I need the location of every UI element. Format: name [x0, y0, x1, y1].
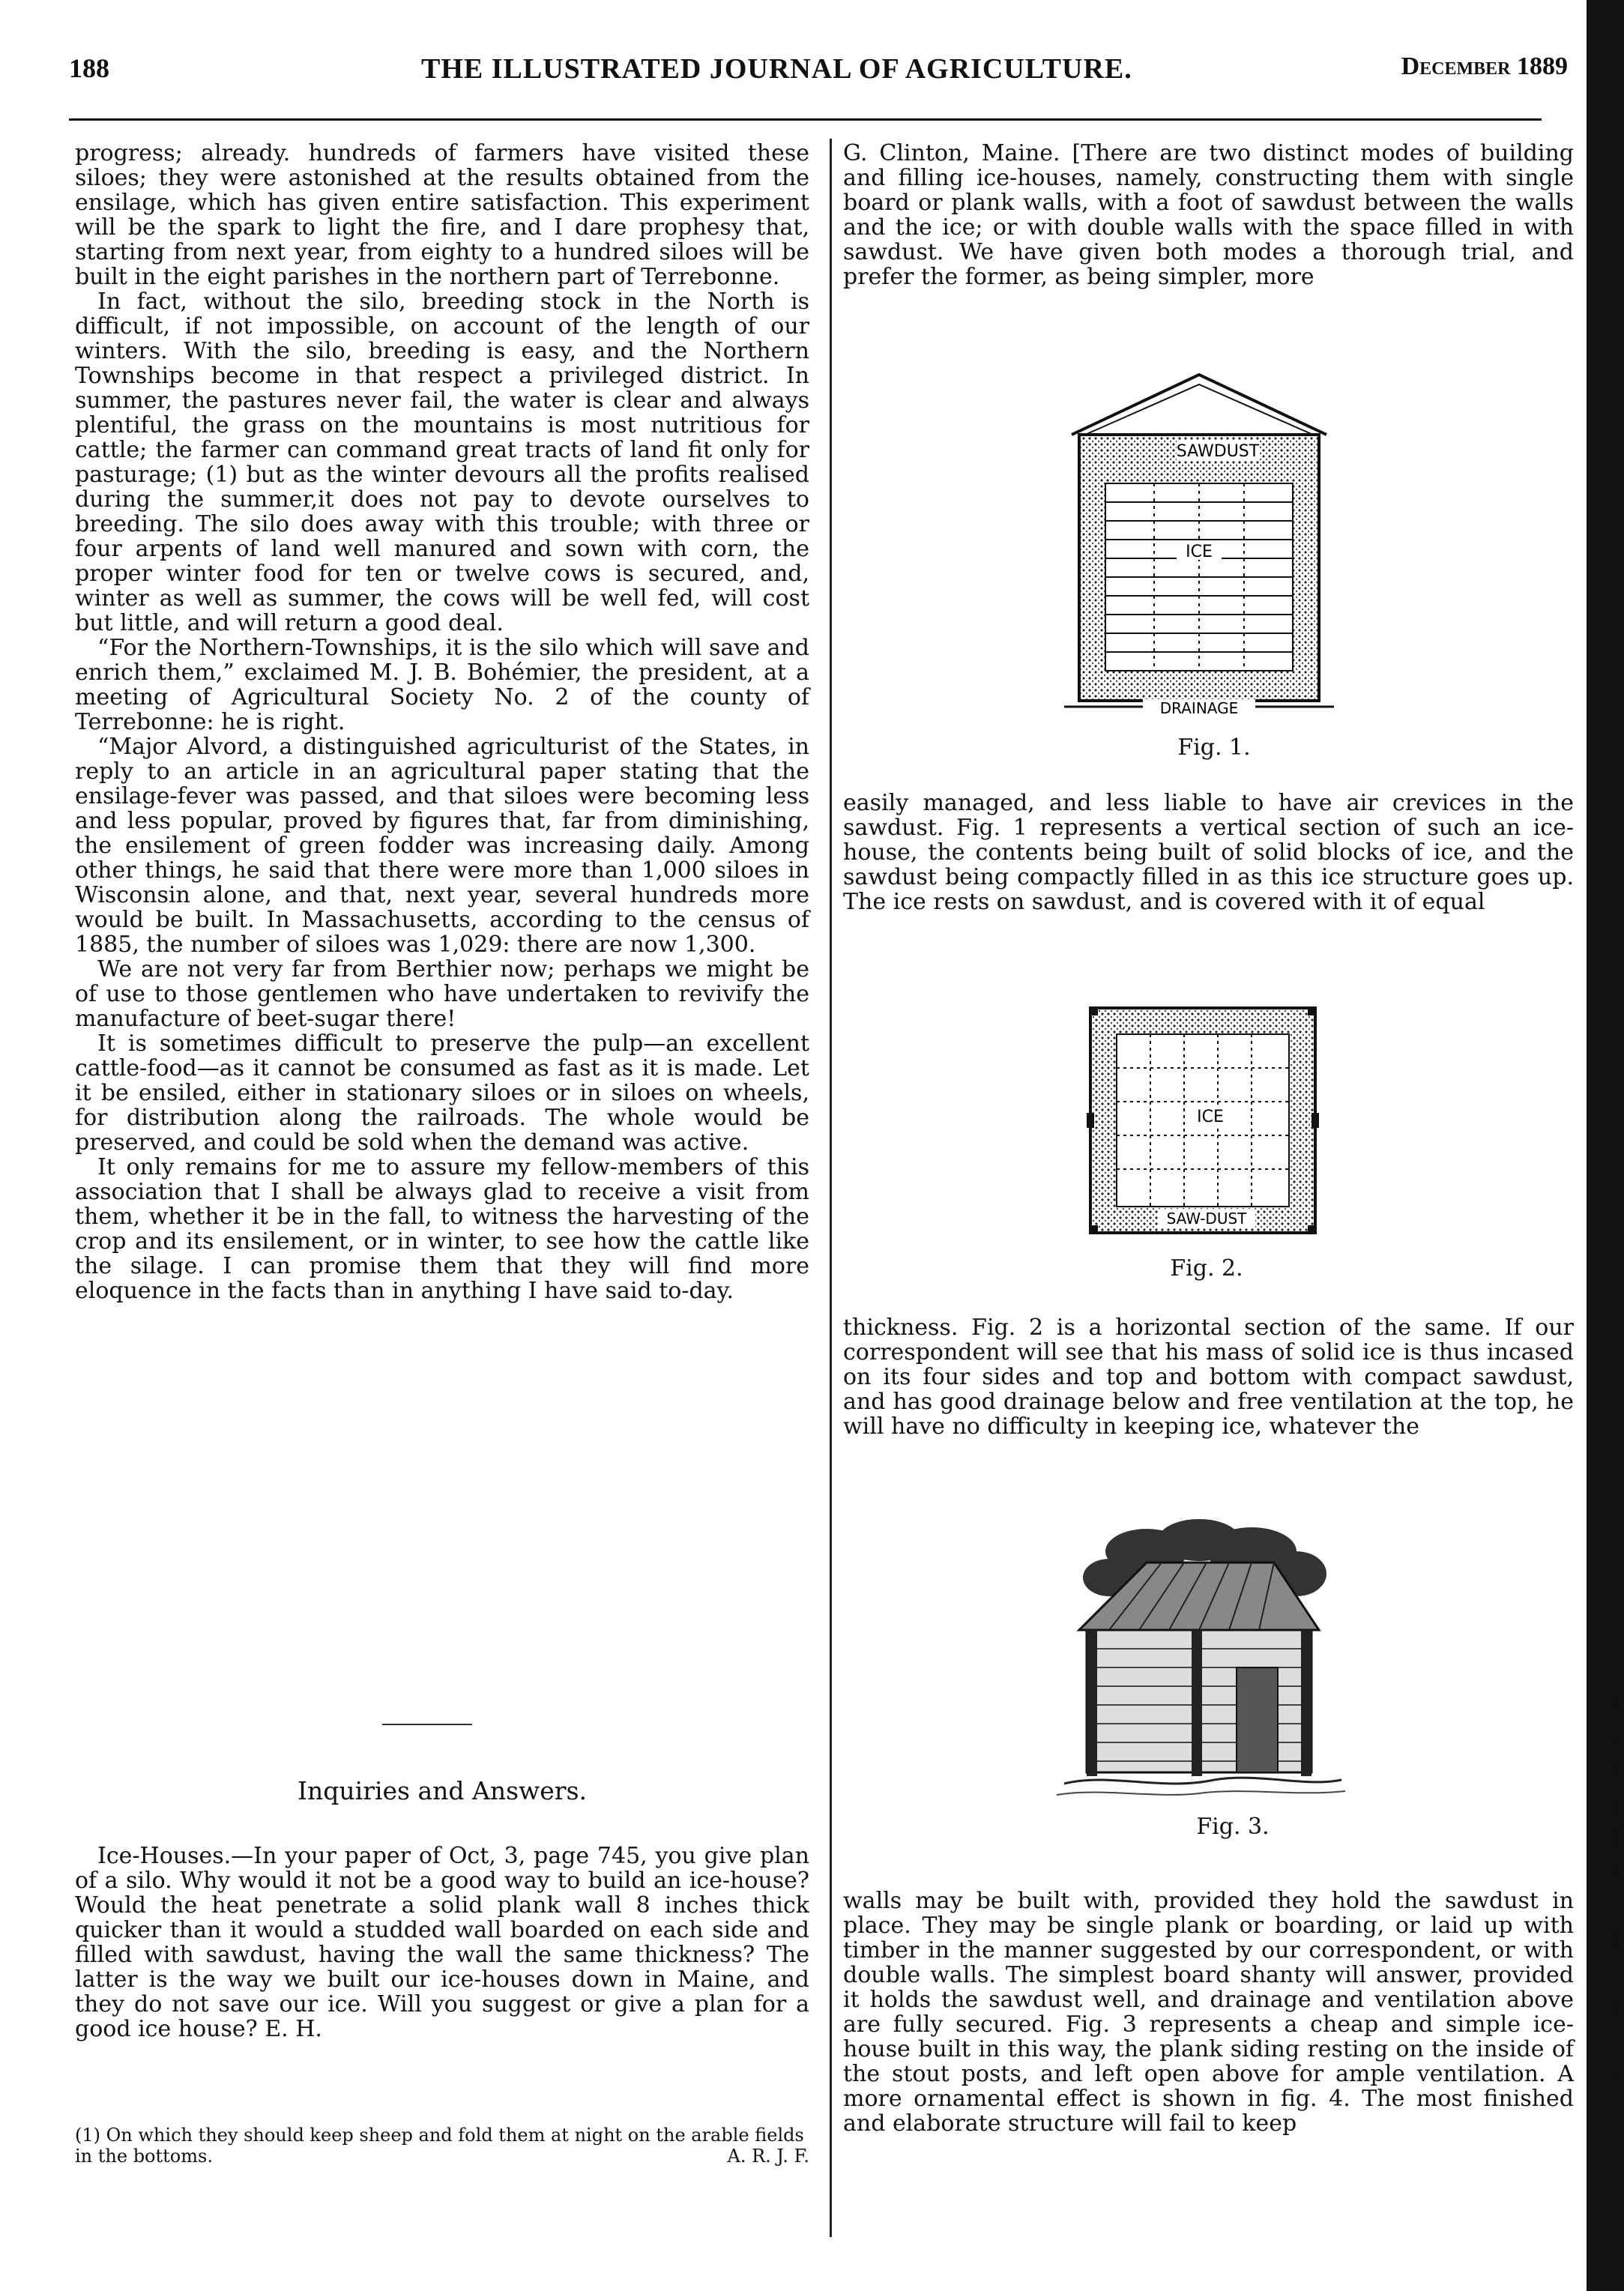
fig3-ice-house-illustration [1049, 1518, 1349, 1802]
answer-block-3 [843, 1315, 1574, 1439]
journal-title: THE ILLUSTRATED JOURNAL OF AGRICULTURE. [421, 53, 1132, 85]
left-column [75, 141, 809, 1303]
answer-text: easily managed, and less liable to have air crevices in the sawdust. Fig. 1 represents a vertical section of such an ice-house, the contents being built of solid blocks of ice, and the sawdust being compactly filled in as this ice structure goes up. The ice rests on sawdust, and is covered with it of equal [843, 790, 1574, 915]
answer-block-4 [843, 1889, 1574, 2136]
footnote-signature: A. R. J. F. [727, 2146, 809, 2167]
inquiry [75, 1844, 809, 2041]
paragraph: We are not very far from Berthier now; perhaps we might be of use to those gentlemen who have undertaken to revivify the manufacture of beet-sugar there! [75, 956, 809, 1032]
answer-text: thickness. Fig. 2 is a horizontal section of the same. If our correspondent will see that his mass of solid ice is thus incased on its four sides and top and bottom with compact sawdust, and has good drainage below and free ventilation at the top, he will have no difficulty in keeping ice, whatever the [843, 1314, 1574, 1440]
fig2-caption: Fig. 2. [1170, 1255, 1243, 1282]
footnote-text: (1) On which they should keep sheep and fold them at night on the arable fields in the bottoms. [75, 2125, 804, 2167]
section-title: Inquiries and Answers. [297, 1776, 588, 1805]
fig1-caption: Fig. 1. [1177, 734, 1251, 761]
fig1-ice-label: ICE [1186, 543, 1213, 561]
issue-date: December 1889 [1401, 52, 1568, 80]
paragraph: It is sometimes difficult to preserve the pulp—an excellent cattle-food—as it cannot be consumed as fast as it is made. Let it be ensiled, either in stationary siloes or in siloes on wheels, for distribution along the railroads. The whole would be preserved, and could be sold when the demand was active. [75, 1030, 809, 1156]
fig1-drainage-label: DRAINAGE [1159, 699, 1239, 716]
page-number: 188 [69, 53, 109, 83]
paragraph: It only remains for me to assure my fellow-members of this association that I shall be always glad to receive a visit from them, whether it be in the fall, to witness the harvesting of the crop and its ensilement, or in winter, to see how the cattle like the silage. I can promise them that they will find more eloquence in the facts than in anything I have said to-day. [75, 1154, 809, 1304]
answer-text: walls may be built with, provided they hold the sawdust in place. They may be single plank or boarding, or laid up with timber in the manner suggested by our correspondent, or with double walls. The simplest board shanty will answer, provided it holds the sawdust well, and drainage and ventilation above are fully secured. Fig. 3 represents a cheap and simple ice-house built in this way, the plank siding resting on the inside of the stout posts, and left open above for ample ventilation. A more ornamental effect is shown in fig. 4. The most finished and elaborate structure will fail to keep [843, 1888, 1574, 2137]
section-separator [382, 1724, 472, 1725]
footnote [75, 2125, 809, 2167]
paragraph: “Major Alvord, a distinguished agriculturist of the States, in reply to an article in an agricultural paper stating that the ensilage-fever was passed, and that siloes were becoming less and less popular, proved by figures that, far from diminishing, the ensilement of green fodder was increasing daily. Among other things, he said that there were more than 1,000 siloes in Wisconsin alone, and that, next year, several hundreds more would be built. In Massachusetts, according to the census of 1885, the number of siloes was 1,029: there are now 1,300. [75, 734, 809, 958]
fig2-horizontal-section [1083, 1000, 1323, 1240]
paragraph: In fact, without the silo, breeding stock in the North is difficult, if not impossible, on account of the length of our winters. With the silo, breeding is easy, and the Northern Townships become in that respect a privileged district. In summer, the pastures never fail, the water is clear and always plentiful, the grass on the mountains is most nutritious for cattle; the farmer can command great tracts of land fit only for pasturage; (1) but as the winter devours all the profits realised during the summer,it does not pay to devote ourselves to breeding. The silo does away with this trouble; with three or four arpents of land well manured and sown with corn, the proper winter food for ten or twelve cows is secured, and, winter as well as summer, the cows will be well fed, will cost but little, and will return a good deal. [75, 289, 809, 636]
paragraph: “For the Northern-Townships, it is the silo which will save and enrich them,” exclaimed M. J. B. Bohémier, the president, at a meeting of Agricultural Society No. 2 of the county of Terrebonne: he is right. [75, 635, 809, 735]
page-header [69, 52, 1568, 97]
column-divider [830, 139, 832, 2237]
scan-edge-marks: ! . ! j ! i : ! : ( : ; [1613, 1692, 1620, 2084]
inquiry-text: Ice-Houses.—In your paper of Oct, 3, page 745, you give plan of a silo. Why would it not be a good way to build an ice-house? Would the heat penetrate a solid plank wall 8 inches thick quicker than it would a studded wall boarded on each side and filled with sawdust, having the wall the same thickness? The latter is the way we built our ice-houses down in Maine, and they do not save our ice. Will you suggest or give a plan for a good ice house? [75, 1843, 809, 2042]
answer-block-1 [843, 141, 1574, 289]
answer-text: G. Clinton, Maine. [There are two distinct modes of building and filling ice-houses, namely, constructing them with single board or plank walls, with a foot of sawdust between the walls and the ice; or with double walls with the space filled in with sawdust. We have given both modes a thorough trial, and prefer the former, as being simpler, more [843, 140, 1574, 290]
header-rule [69, 118, 1542, 121]
fig1-sawdust-label: SAWDUST [1176, 442, 1260, 461]
inquiry-signature: E. H. [265, 2016, 322, 2042]
paragraph: progress; already. hundreds of farmers have visited these siloes; they were astonished at the results obtained from the ensilage, which has given entire satisfaction. This experiment will be the spark to light the fire, and I dare prophesy that, starting from next year, from eighty to a hundred siloes will be built in the eight parishes in the northern part of Terrebonne. [75, 140, 809, 290]
answer-block-2 [843, 791, 1574, 914]
fig3-caption: Fig. 3. [1196, 1814, 1270, 1840]
fig2-ice-label: ICE [1197, 1108, 1224, 1126]
fig2-sawdust-label: SAW-DUST [1166, 1210, 1247, 1228]
fig1-vertical-section [1064, 371, 1334, 716]
